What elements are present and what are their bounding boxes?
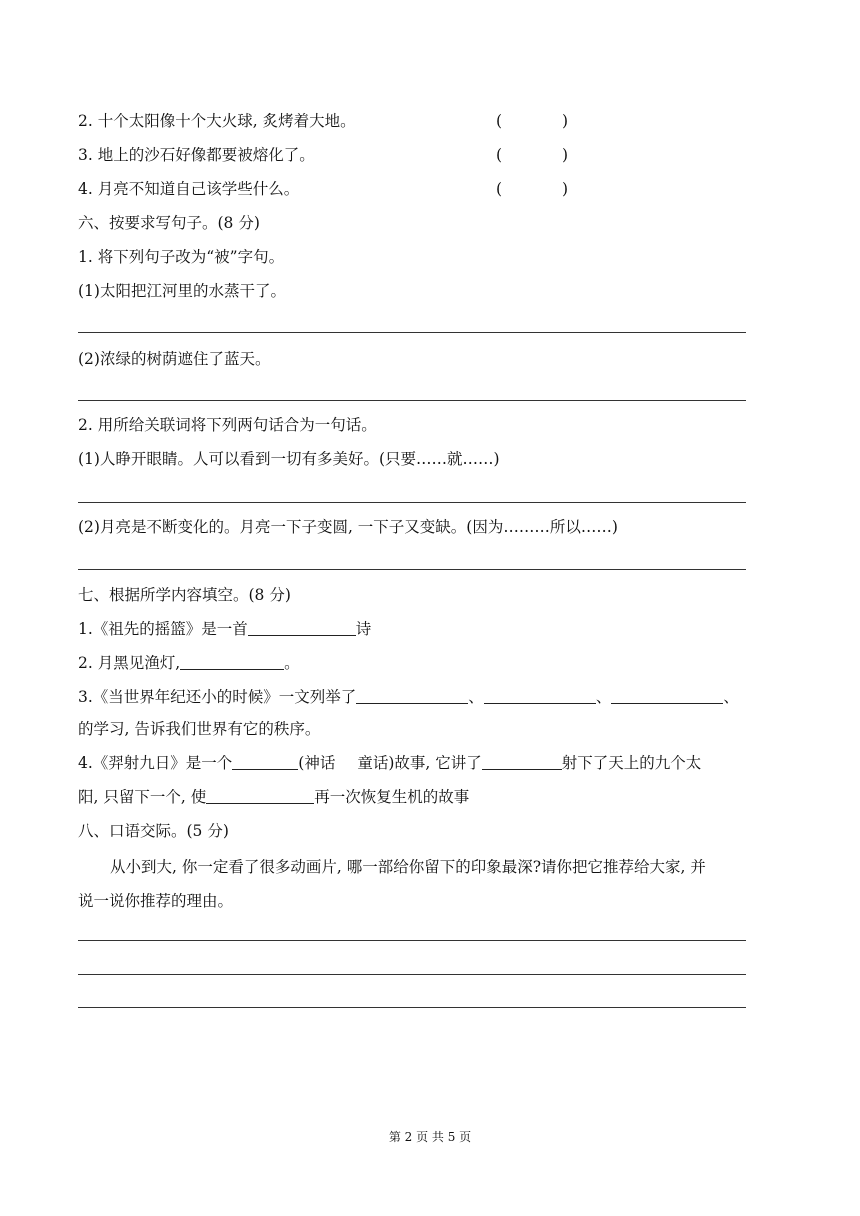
fill-blank[interactable] [356, 687, 468, 704]
answer-line[interactable] [78, 940, 746, 941]
answer-line[interactable] [78, 974, 746, 975]
separator: 、 [595, 688, 612, 706]
judge-item-3: 3. 地上的沙石好像都要被熔化了。 [78, 146, 315, 164]
s8-prompt-line1: 从小到大, 你一定看了很多动画片, 哪一部给你留下的印象最深?请你把它推荐给大家, 并 [110, 858, 706, 876]
s7-q4-text-end: 再一次恢复生机的故事 [314, 788, 470, 806]
s7-question-3-cont: 的学习, 告诉我们世界有它的秩序。 [78, 720, 321, 738]
separator: 、 [723, 688, 739, 706]
s7-q4-text-cont: 射下了天上的九个太 [561, 754, 702, 772]
fill-blank[interactable] [232, 753, 298, 770]
s7-question-4 [78, 752, 701, 774]
s6-question-1: 1. 将下列句子改为“被”字句。 [78, 248, 285, 266]
answer-paren-open-2: ( [496, 112, 503, 130]
answer-line[interactable] [78, 400, 746, 401]
judge-item-4: 4. 月亮不知道自己该学些什么。 [78, 180, 300, 198]
fill-blank[interactable] [484, 687, 596, 704]
s7-question-1 [78, 618, 371, 640]
s6-question-2: 2. 用所给关联词将下列两句话合为一句话。 [78, 416, 377, 434]
answer-line[interactable] [78, 569, 746, 570]
fill-blank[interactable] [180, 653, 284, 670]
s7-q1-text: 1.《祖先的摇篮》是一首 [78, 620, 248, 638]
fill-blank[interactable] [206, 787, 314, 804]
section-6-heading: 六、按要求写句子。(8 分) [78, 214, 260, 232]
answer-paren-open-4: ( [496, 180, 503, 198]
answer-paren-close-2: ) [562, 112, 569, 130]
answer-paren-close-4: ) [562, 180, 569, 198]
s7-question-3 [78, 686, 739, 708]
s8-prompt-line2: 说一说你推荐的理由。 [78, 892, 234, 910]
fill-blank[interactable] [611, 687, 723, 704]
s6-question-2a: (1)人睁开眼睛。人可以看到一切有多美好。(只要……就……) [78, 450, 500, 468]
s7-q4-text-line2: 阳, 只留下一个, 使 [78, 788, 207, 806]
answer-paren-open-3: ( [496, 146, 503, 164]
s7-q4-text: 4.《羿射九日》是一个 [78, 754, 233, 772]
s7-q4-option-myth: (神话 [298, 754, 336, 772]
s7-q2-text: 2. 月黑见渔灯, [78, 654, 181, 672]
s7-q4-option-fairytale: 童话)故事, 它讲了 [357, 754, 482, 772]
answer-line[interactable] [78, 502, 746, 503]
s6-question-1b: (2)浓绿的树荫遮住了蓝天。 [78, 350, 271, 368]
section-8-heading: 八、口语交际。(5 分) [78, 822, 229, 840]
s7-question-4-line2 [78, 786, 469, 808]
section-7-heading: 七、根据所学内容填空。(8 分) [78, 586, 291, 604]
answer-line[interactable] [78, 332, 746, 333]
s7-question-2 [78, 652, 300, 674]
s6-question-2b: (2)月亮是不断变化的。月亮一下子变圆, 一下子又变缺。(因为………所以……) [78, 518, 618, 536]
s7-q3-text: 3.《当世界年纪还小的时候》一文列举了 [78, 688, 357, 706]
fill-blank[interactable] [482, 753, 562, 770]
answer-line[interactable] [78, 1007, 746, 1008]
s6-question-1a: (1)太阳把江河里的水蒸干了。 [78, 282, 286, 300]
fill-blank[interactable] [248, 619, 356, 636]
s7-q2-suffix: 。 [284, 654, 300, 672]
answer-paren-close-3: ) [562, 146, 569, 164]
separator: 、 [468, 688, 484, 706]
page-footer: 第 2 页 共 5 页 [388, 1130, 472, 1144]
s7-q1-suffix: 诗 [355, 620, 372, 638]
judge-item-2: 2. 十个太阳像十个大火球, 炙烤着大地。 [78, 112, 356, 130]
